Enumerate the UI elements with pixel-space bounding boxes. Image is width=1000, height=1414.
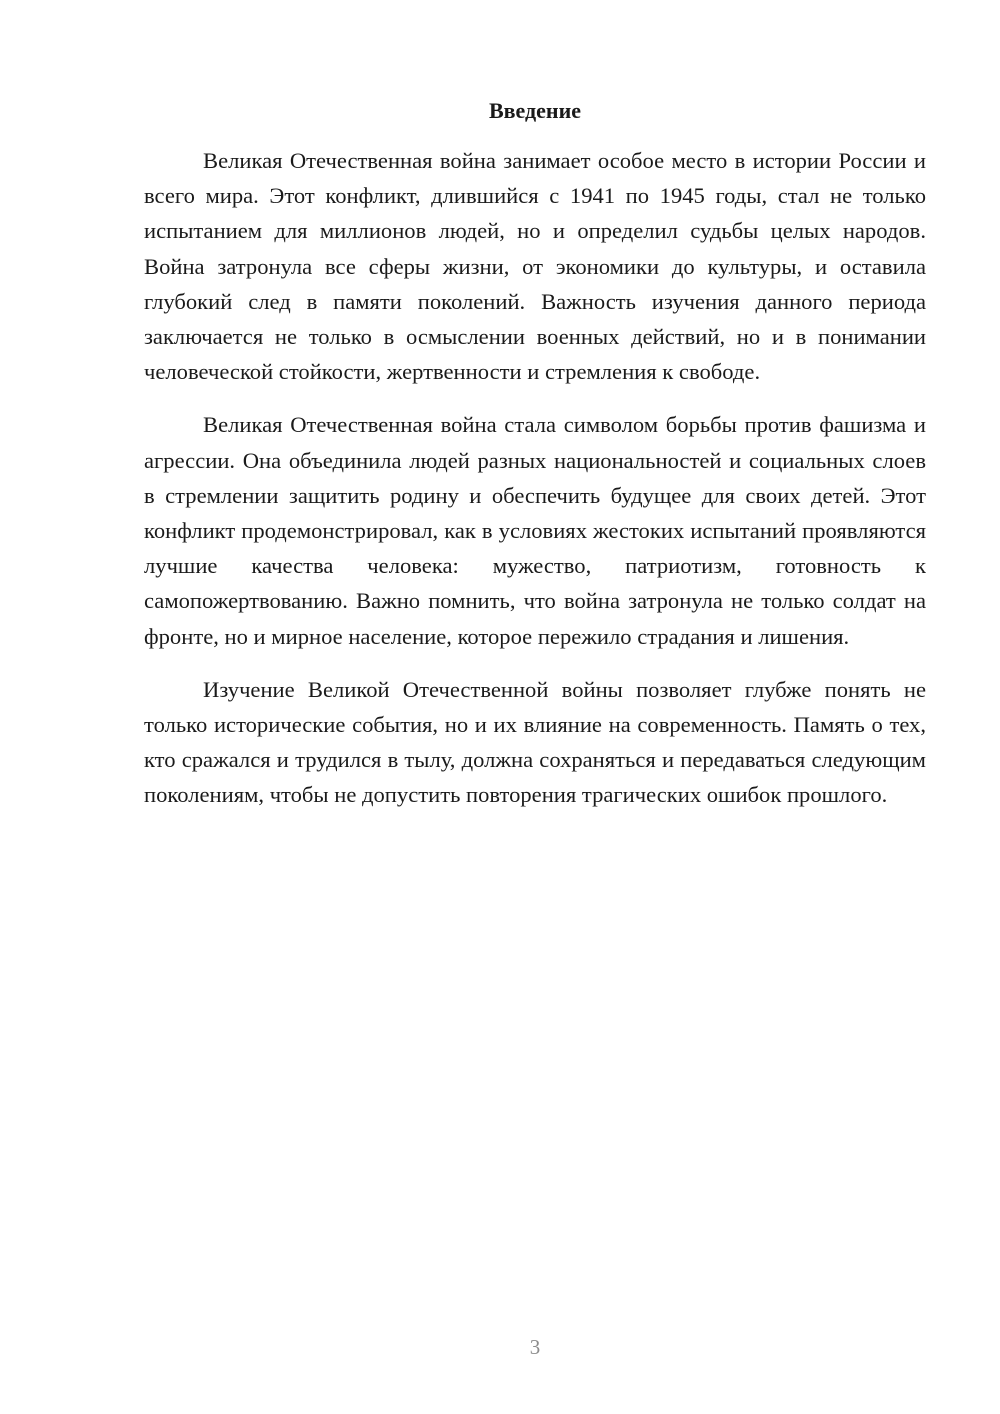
paragraph-1: Великая Отечественная война занимает особое место в истории России и всего мира. Этот конфликт, длившийся с 1941 по 1945 годы, стал не только испытанием для миллионов людей, но и определил судьбы целых народов. Война затронула все сферы жизни, от экономики до культуры, и оставила глубокий след в памяти поколений. Важность изучения данного периода заключается не только в осмыслении военных действий, но и в понимании человеческой стойкости, жертвенности и стремления к свободе. — [144, 148, 926, 385]
section-heading: Введение — [488, 98, 582, 123]
paragraph-3: Изучение Великой Отечественной войны позволяет глубже понять не только исторические события, но и их влияние на современность. Память о тех, кто сражался и трудился в тылу, должна сохраняться и передаваться следующим поколениям, чтобы не допустить повторения трагических ошибок прошлого. — [144, 676, 926, 808]
page-number: 3 — [529, 1335, 541, 1359]
body-text — [144, 143, 926, 831]
paragraph-2: Великая Отечественная война стала символом борьбы против фашизма и агрессии. Она объединила людей разных национальностей и социальных слоев в стремлении защитить родину и обеспечить будущее для своих детей. Этот конфликт продемонстрировал, как в условиях жестоких испытаний проявляются лучшие качества человека: мужество, патриотизм, готовность к самопожертвованию. Важно помнить, что война затронула не только солдат на фронте, но и мирное население, которое пережило страдания и лишения. — [144, 412, 926, 649]
